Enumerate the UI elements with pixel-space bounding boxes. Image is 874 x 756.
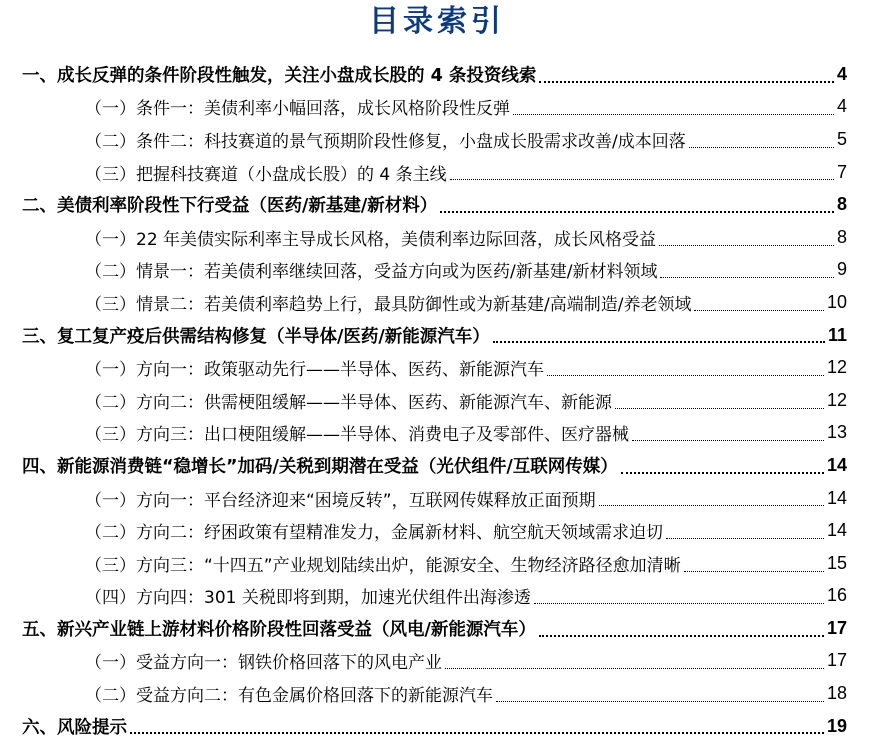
dot-leader <box>666 536 824 539</box>
toc-entry-label: （四）方向四：301 关税即将到期，加速光伏组件出海渗透 <box>85 588 531 609</box>
toc-entry-label: （三）方向三：出口梗阻缓解——半导体、消费电子及零部件、医疗器械 <box>85 425 629 446</box>
toc-entry-label: 二、美债利率阶段性下行受益（医药/新基建/新材料） <box>22 196 438 217</box>
toc-subsection-entry[interactable] <box>0 286 874 319</box>
dot-leader <box>599 503 824 506</box>
dot-leader <box>450 177 834 180</box>
dot-leader <box>539 79 834 83</box>
dot-leader <box>513 112 834 115</box>
toc-page-number: 19 <box>826 715 847 736</box>
toc-subsection-entry[interactable] <box>0 482 874 515</box>
toc-page-number: 7 <box>836 161 847 182</box>
toc-page-number: 10 <box>826 291 847 312</box>
toc-entry-label: （三）方向三：“十四五”产业规划陆续出炉，能源安全、生物经济路径愈加清晰 <box>85 555 681 576</box>
toc-section-entry[interactable] <box>0 710 874 743</box>
toc-section-entry[interactable] <box>0 612 874 645</box>
toc-section-entry[interactable] <box>0 319 874 352</box>
dot-leader <box>539 633 824 637</box>
toc-page-number: 17 <box>826 650 847 671</box>
toc-entry-label: （一）方向一：政策驱动先行——半导体、医药、新能源汽车 <box>85 360 544 381</box>
toc-page-number: 14 <box>826 520 847 541</box>
toc-page-number: 11 <box>827 324 847 345</box>
toc-subsection-entry[interactable] <box>0 645 874 678</box>
dot-leader <box>440 209 834 213</box>
toc-entry-label: （三）情景二：若美债利率趋势上行，最具防御性或为新基建/高端制造/养老领域 <box>85 294 692 315</box>
toc-entry-label: 五、新兴产业链上游材料价格阶段性回落受益（风电/新能源汽车） <box>22 619 536 640</box>
toc-page-number: 14 <box>826 487 847 508</box>
toc-entry-label: 一、成长反弹的条件阶段性触发，关注小盘成长股的 4 条投资线索 <box>22 65 537 86</box>
toc-page-number: 4 <box>836 96 847 117</box>
dot-leader <box>689 145 834 148</box>
dot-leader <box>632 438 824 441</box>
toc-page-number: 12 <box>826 357 847 378</box>
toc-entry-label: （二）情景一：若美债利率继续回落，受益方向或为医药/新基建/新材料领域 <box>85 262 658 283</box>
toc-subsection-entry[interactable] <box>0 677 874 710</box>
toc-section-entry[interactable] <box>0 58 874 91</box>
dot-leader <box>694 308 824 311</box>
toc-subsection-entry[interactable] <box>0 580 874 613</box>
toc-entry-label: （三）把握科技赛道（小盘成长股）的 4 条主线 <box>85 164 447 185</box>
toc-entry-label: （一）22 年美债实际利率主导成长风格，美债利率边际回落，成长风格受益 <box>85 229 657 250</box>
toc-page-number: 5 <box>836 128 847 149</box>
toc-page-number: 13 <box>826 422 847 443</box>
toc-entry-label: （二）条件二：科技赛道的景气预期阶段性修复，小盘成长股需求改善/成本回落 <box>85 131 686 152</box>
dot-leader <box>659 243 834 246</box>
dot-leader <box>534 601 824 604</box>
toc-subsection-entry[interactable] <box>0 156 874 189</box>
dot-leader <box>496 699 824 702</box>
toc-page-number: 9 <box>836 259 847 280</box>
toc-subsection-entry[interactable] <box>0 351 874 384</box>
dot-leader <box>684 569 824 572</box>
toc-page-number: 8 <box>836 226 847 247</box>
toc-entry-label: 三、复工复产疫后供需结构修复（半导体/医药/新能源汽车） <box>22 326 490 347</box>
toc-page-number: 12 <box>826 389 847 410</box>
toc-page-number: 15 <box>826 552 847 573</box>
dot-leader <box>660 275 834 278</box>
toc-subsection-entry[interactable] <box>0 91 874 124</box>
dot-leader <box>445 666 824 669</box>
toc-entry-label: 六、风险提示 <box>22 717 127 738</box>
toc-subsection-entry[interactable] <box>0 384 874 417</box>
toc-entry-label: （二）受益方向二：有色金属价格回落下的新能源汽车 <box>85 686 493 707</box>
page-title: 目录索引 <box>369 4 505 39</box>
toc-subsection-entry[interactable] <box>0 417 874 450</box>
dot-leader <box>547 373 824 376</box>
toc-entry-label: （一）受益方向一：钢铁价格回落下的风电产业 <box>85 653 442 674</box>
toc-page-number: 4 <box>836 63 847 84</box>
toc-entry-label: （二）方向二：纾困政策有望精准发力，金属新材料、航空航天领域需求迫切 <box>85 523 663 544</box>
toc-section-entry[interactable] <box>0 449 874 482</box>
toc-subsection-entry[interactable] <box>0 547 874 580</box>
toc-page-number: 16 <box>826 585 847 606</box>
toc-section-entry[interactable] <box>0 188 874 221</box>
toc-subsection-entry[interactable] <box>0 254 874 287</box>
dot-leader <box>493 339 825 343</box>
toc-entry-label: （二）方向二：供需梗阻缓解——半导体、医药、新能源汽车、新能源 <box>85 392 612 413</box>
toc-page-number: 17 <box>826 617 847 638</box>
toc-entry-label: （一）条件一：美债利率小幅回落，成长风格阶段性反弹 <box>85 99 510 120</box>
toc-entry-label: 四、新能源消费链“稳增长”加码/关税到期潜在受益（光伏组件/互联网传媒） <box>22 456 618 477</box>
dot-leader <box>130 730 824 734</box>
dot-leader <box>615 406 824 409</box>
toc-page-number: 8 <box>836 194 847 215</box>
table-of-contents <box>0 58 874 742</box>
toc-subsection-entry[interactable] <box>0 514 874 547</box>
toc-page-number: 18 <box>826 683 847 704</box>
dot-leader <box>621 470 824 474</box>
toc-subsection-entry[interactable] <box>0 123 874 156</box>
toc-page-number: 14 <box>826 454 847 475</box>
toc-entry-label: （一）方向一：平台经济迎来“困境反转”，互联网传媒释放正面预期 <box>85 490 596 511</box>
toc-subsection-entry[interactable] <box>0 221 874 254</box>
